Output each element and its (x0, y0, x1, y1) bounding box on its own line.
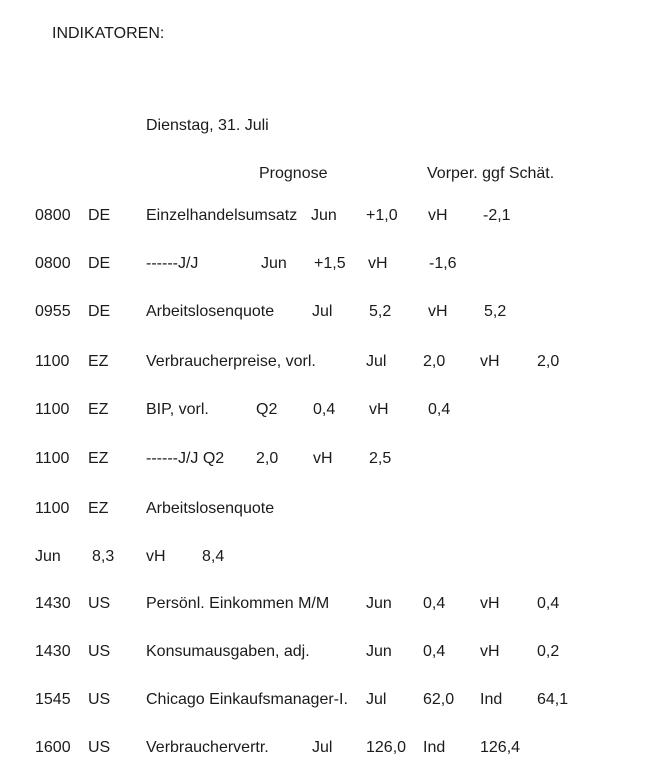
unit-cell: vH (369, 401, 389, 418)
forecast-cell: 62,0 (423, 691, 455, 708)
unit-cell: vH (368, 255, 388, 272)
region-cell: US (88, 691, 111, 708)
table-row (0, 738, 650, 758)
forecast-cell: 5,2 (369, 303, 392, 320)
indicator-cell: ------J/J Q2 (146, 450, 225, 467)
column-header-vorperiode: Vorper. ggf Schät. (427, 165, 555, 182)
period-cell: Jun (35, 548, 61, 565)
indicator-cell: Einzelhandelsumsatz (146, 207, 298, 224)
period-cell: Jul (312, 739, 333, 756)
indicator-cell: Persönl. Einkommen M/M (146, 595, 330, 612)
time-cell: 1430 (35, 643, 71, 660)
time-cell: 0800 (35, 207, 71, 224)
time-cell: 1100 (35, 353, 70, 370)
date-header: Dienstag, 31. Juli (146, 117, 269, 134)
forecast-cell: +1,0 (366, 207, 398, 224)
period-cell: Jul (366, 691, 387, 708)
table-row (0, 642, 650, 662)
forecast-cell: 0,4 (423, 643, 446, 660)
indicator-cell: Verbraucherpreise, vorl. (146, 353, 316, 370)
table-row (0, 206, 650, 226)
forecast-cell: 0,4 (313, 401, 336, 418)
region-cell: EZ (88, 450, 109, 467)
indicator-cell: Chicago Einkaufsmanager-I. (146, 691, 348, 708)
previous-cell: 64,1 (537, 691, 569, 708)
region-cell: US (88, 595, 111, 612)
period-cell: Jun (366, 595, 392, 612)
time-cell: 0955 (35, 303, 71, 320)
region-cell: EZ (88, 401, 109, 418)
previous-cell: 0,4 (537, 595, 560, 612)
time-cell: 1100 (35, 401, 70, 418)
forecast-cell: 2,0 (256, 450, 279, 467)
unit-cell: vH (428, 303, 448, 320)
page-title: INDIKATOREN: (52, 25, 165, 42)
unit-cell: Ind (480, 691, 503, 708)
previous-cell: -1,6 (429, 255, 457, 272)
region-cell: DE (88, 303, 111, 320)
unit-cell: vH (146, 548, 166, 565)
indicator-cell: Arbeitslosenquote (146, 500, 275, 517)
previous-cell: 2,0 (537, 353, 560, 370)
previous-cell: -2,1 (483, 207, 511, 224)
previous-cell: 0,2 (537, 643, 560, 660)
unit-cell: vH (313, 450, 333, 467)
table-row (0, 547, 650, 567)
time-cell: 1545 (35, 691, 71, 708)
indicator-cell: Arbeitslosenquote (146, 303, 275, 320)
region-cell: US (88, 739, 111, 756)
time-cell: 1100 (35, 500, 70, 517)
previous-cell: 0,4 (428, 401, 451, 418)
forecast-cell: 0,4 (423, 595, 446, 612)
unit-cell: vH (480, 595, 500, 612)
previous-cell: 126,4 (480, 739, 521, 756)
region-cell: EZ (88, 500, 109, 517)
indicator-cell: Konsumausgaben, adj. (146, 643, 310, 660)
previous-cell: 5,2 (484, 303, 507, 320)
previous-cell: 8,4 (202, 548, 225, 565)
table-row (0, 594, 650, 614)
table-row (0, 449, 650, 469)
indicator-cell: Verbrauchervertr. (146, 739, 269, 756)
period-cell: Jun (261, 255, 287, 272)
unit-cell: Ind (423, 739, 446, 756)
time-cell: 1430 (35, 595, 71, 612)
column-header-prognose: Prognose (259, 165, 328, 182)
previous-cell: 2,5 (369, 450, 392, 467)
region-cell: DE (88, 255, 111, 272)
period-cell: Q2 (256, 401, 278, 418)
time-cell: 0800 (35, 255, 71, 272)
period-cell: Jun (311, 207, 337, 224)
table-row (0, 254, 650, 274)
region-cell: EZ (88, 353, 109, 370)
table-row (0, 400, 650, 420)
region-cell: DE (88, 207, 111, 224)
indicator-cell: BIP, vorl. (146, 401, 209, 418)
period-cell: Jul (366, 353, 387, 370)
unit-cell: vH (428, 207, 448, 224)
table-row (0, 499, 650, 519)
table-row (0, 690, 650, 710)
column-headers-row (0, 164, 650, 184)
table-row (0, 302, 650, 322)
table-row (0, 352, 650, 372)
forecast-cell: 8,3 (92, 548, 115, 565)
unit-cell: vH (480, 643, 500, 660)
indicator-cell: ------J/J (146, 255, 199, 272)
region-cell: US (88, 643, 111, 660)
forecast-cell: 126,0 (366, 739, 407, 756)
unit-cell: vH (480, 353, 500, 370)
period-cell: Jul (312, 303, 333, 320)
forecast-cell: +1,5 (314, 255, 346, 272)
forecast-cell: 2,0 (423, 353, 446, 370)
period-cell: Jun (366, 643, 392, 660)
time-cell: 1100 (35, 450, 70, 467)
time-cell: 1600 (35, 739, 71, 756)
